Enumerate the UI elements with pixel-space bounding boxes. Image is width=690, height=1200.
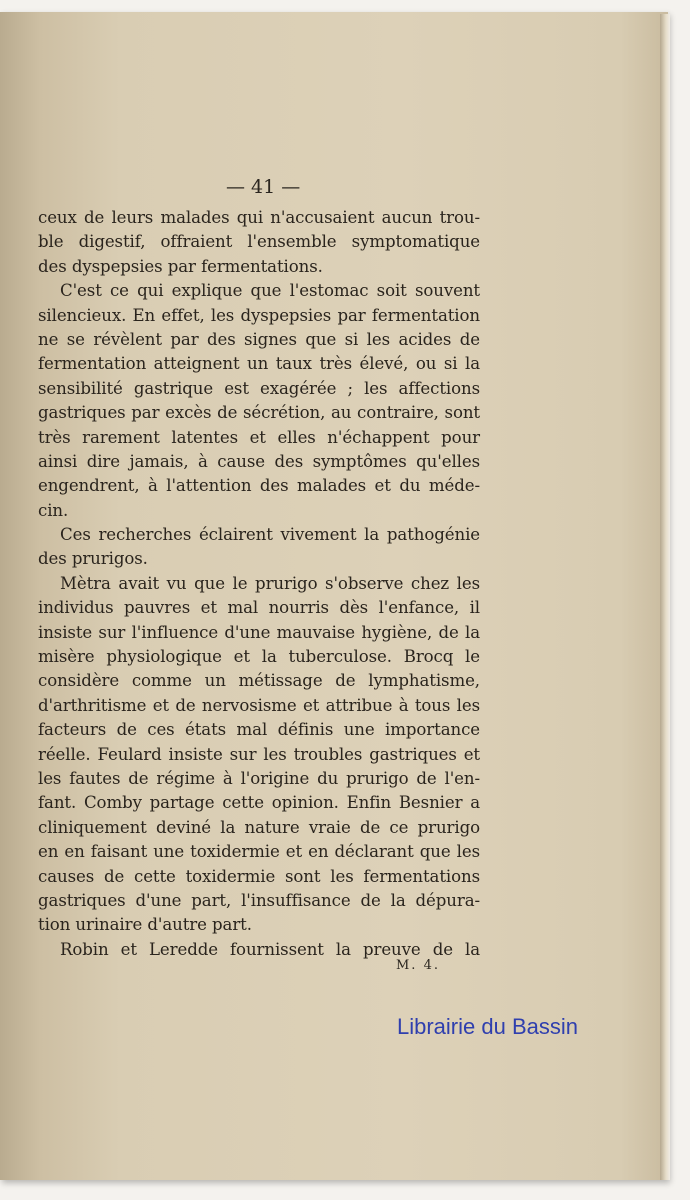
text-line: gastriques par excès de sécrétion, au contraire, sont <box>38 403 480 423</box>
text-line: facteurs de ces états mal définis une importance <box>38 720 480 740</box>
text-line: cliniquement deviné la nature vraie de ce prurigo <box>38 817 480 837</box>
text-line: ceux de leurs malades qui n'accusaient aucun trou- <box>38 208 480 227</box>
text-line: gastriques d'une part, l'insuffisance de la dépura- <box>38 890 480 910</box>
text-line: réelle. Feulard insiste sur les troubles gastriques et <box>38 744 480 764</box>
text-line: causes de cette toxidermie sont les fermentations <box>38 866 480 886</box>
text-line: très rarement latentes et elles n'échappent pour <box>38 427 480 447</box>
text-line: C'est ce qui explique que l'estomac soit souvent <box>60 281 480 301</box>
page-edge <box>660 14 670 1180</box>
signature-mark: M. 4. <box>396 958 440 973</box>
text-line: Ces recherches éclairent vivement la pathogénie <box>60 525 480 545</box>
text-line: Mètra avait vu que le prurigo s'observe chez les <box>60 573 480 593</box>
text-line: misère physiologique et la tuberculose. Brocq le <box>38 647 480 667</box>
text-line: cin. <box>38 500 69 520</box>
text-line: ble digestif, offraient l'ensemble symptomatique <box>38 232 480 252</box>
text-line: en en faisant une toxidermie et en déclarant que les <box>38 842 480 862</box>
text-line: ne se révèlent par des signes que si les acides de <box>38 329 480 349</box>
text-line: les fautes de régime à l'origine du prurigo de l'en- <box>38 768 480 788</box>
watermark: Librairie du Bassin <box>397 1014 578 1039</box>
text-line: Robin et Leredde fournissent la preuve de la <box>60 939 480 959</box>
text-line: individus pauvres et mal nourris dès l'enfance, il <box>38 598 480 618</box>
text-line: des dyspepsies par fermentations. <box>38 256 323 276</box>
text-line: des prurigos. <box>38 549 148 569</box>
text-line: ainsi dire jamais, à cause des symptômes qu'elles <box>38 451 480 471</box>
text-line: considère comme un métissage de lymphatisme, <box>38 671 480 691</box>
text-line: insiste sur l'influence d'une mauvaise hygiène, de la <box>38 622 480 642</box>
page-number: — 41 — <box>226 176 301 198</box>
text-line: engendrent, à l'attention des malades et du méde- <box>38 476 480 496</box>
text-line: fant. Comby partage cette opinion. Enfin Besnier a <box>38 793 480 813</box>
text-line: sensibilité gastrique est exagérée ; les affections <box>38 378 480 398</box>
text-line: tion urinaire d'autre part. <box>38 915 252 935</box>
text-line: silencieux. En effet, les dyspepsies par fermentation <box>38 305 480 325</box>
text-line: d'arthritisme et de nervosisme et attribue à tous les <box>38 695 480 715</box>
body-text <box>38 206 480 962</box>
text-line: fermentation atteignent un taux très élevé, ou si la <box>38 354 480 374</box>
